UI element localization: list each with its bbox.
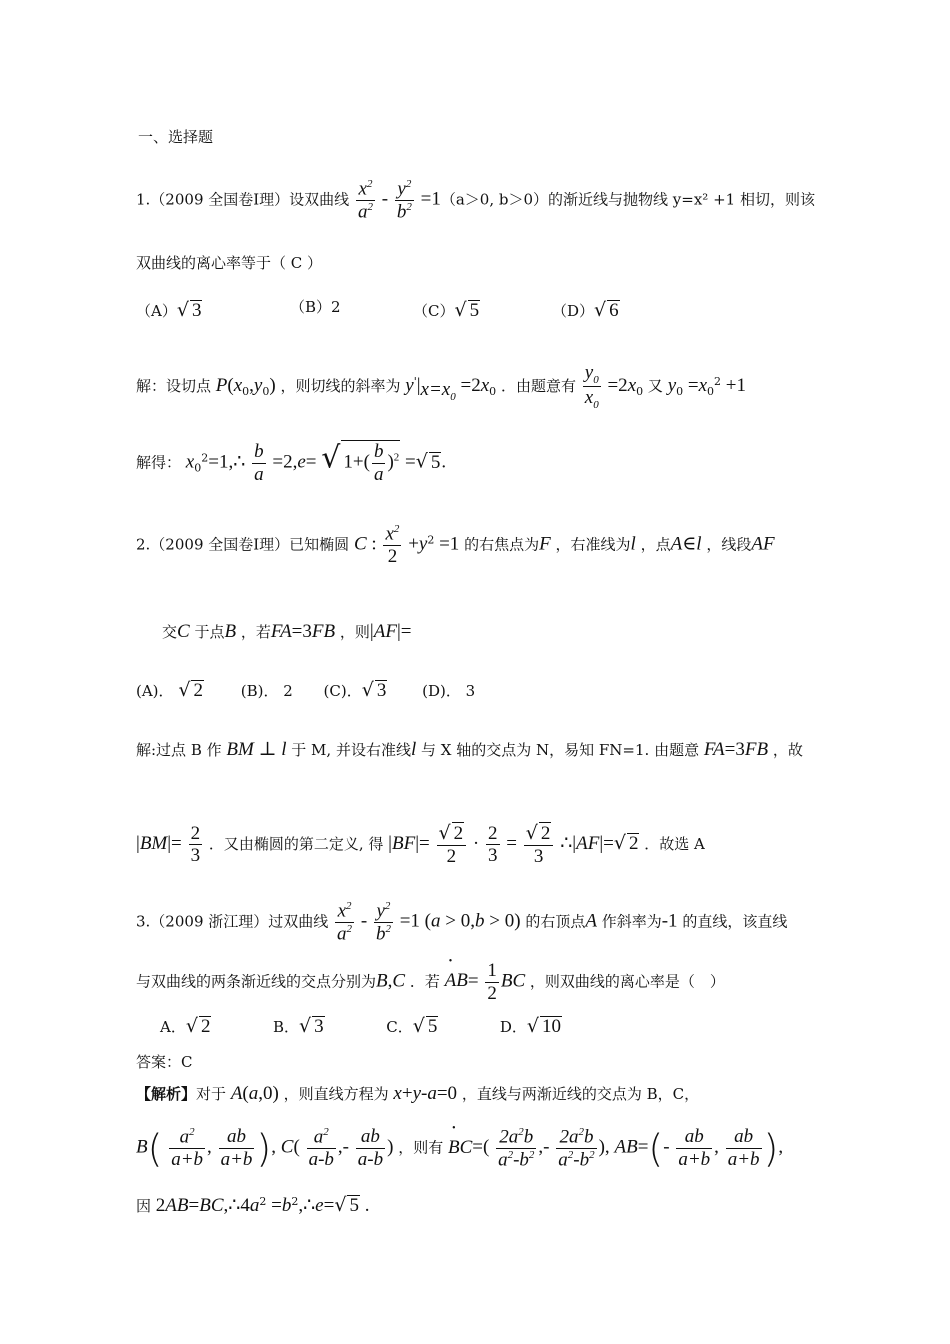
fraction: $\frac{y^2}{b^2}$ [375, 900, 391, 945]
q3-analysis-result: 因 $2AB=BC,\therefore 4a^2$ $=b^2,\therefore e=√$ 5 . [136, 1194, 370, 1216]
fraction: $\frac{b}{a}$ [254, 441, 264, 486]
q3-analysis-points: B( $\frac{a^2}{a+b}$ , $\frac{ab}{a+b}$ ), C( $\frac{a^2}{a-b}$ ,- $\frac{ab}{a-b}$ ) ，则有 • BC=( $\frac{2a^2b}{a^2-b^2}$ ,- $\frac{2a^2b}{a^2-b^2}$ ), AB=(- $\frac{ab}{a+b}$ , $\frac{ab}{a+b}$ ), [136, 1126, 783, 1171]
q1-solution: 解：设切点 $P(x_0,y_0)$ ，则切线的斜率为 $y'|_{x=x_0} =2x_0$ ．由题意有 $\frac{y_0}{x_0}$ $=2x_0$ 又 $y_0 =x_0^2 +1$ [136, 362, 747, 412]
q1-statement-cont: 双曲线的离心率等于（ C ） [136, 254, 323, 272]
q3-answer: 答案：C [136, 1053, 193, 1071]
fraction: $\frac{2}{3}$ [190, 822, 201, 867]
q3-statement-cont: 与双曲线的两条渐近线的交点分别为B,C ．若 • AB= $\frac{1}{2}$ BC ，则双曲线的离心率是（ ） [136, 960, 725, 1005]
q1-solution-result: 解得： $x_0^2=1,\therefore$ $\frac{b}{a}$ =2,e= √ 1+( $\frac{b}{a}$ )$^2$ =√ 5. [136, 440, 447, 486]
q1-option-d: （D）√ 6 [552, 299, 619, 321]
q1-statement: 1.（2009 全国卷Ⅰ理）设双曲线 $\frac{x^2}{a^2}$ - $\frac{y^2}{b^2}$ =1（a＞0, b＞0）的渐近线与抛物线 y=x² +1 相切，则该 [136, 178, 815, 223]
fraction: $\frac{x^2}{2}$ [385, 523, 400, 568]
q2-solution: 解:过点 B 作 BM ⊥ l 于 M, 并设右准线l 与 X 轴的交点为 N，易知 FN=1. 由题意 FA=3FB ，故 [136, 739, 803, 760]
q1-option-a: （A）√ 3 [136, 299, 202, 321]
fraction: $\frac{x^2}{a^2}$ [357, 178, 373, 223]
q2-options: (A)． √ 2 (B)． 2 (C)．√ 3 (D)． 3 [136, 679, 476, 701]
q3-analysis: 【解析】对于 A(a,0) ，则直线方程为 x+y-a=0 ，直线与两渐近线的交点为 B，C， [136, 1083, 700, 1104]
q2-solution-result: |BM|= $\frac{2}{3}$ ．又由椭圆的第二定义, 得 |BF|= $\frac{√ 2}{2}$ · $\frac{2}{3}$ = $\frac{√ 2}{3}$ ∴|AF|=√ 2 ．故选 A [136, 822, 705, 867]
fraction: $\frac{√ 2}{2}$ [437, 822, 467, 868]
q2-statement-cont: 交C 于点B ，若FA=3FB ，则|AF|= [162, 621, 412, 642]
fraction: $\frac{1}{2}$ [487, 960, 497, 1004]
fraction: $\frac{y_0}{x_0}$ [584, 362, 599, 412]
q1-option-c: （C）√ 5 [413, 299, 480, 321]
section-title: 一、选择题 [138, 128, 214, 146]
fraction: $\frac{√ 2}{3}$ [524, 822, 554, 868]
q1-option-b: （B）2 [290, 298, 341, 316]
fraction: $\frac{2}{3}$ [488, 822, 498, 867]
q2-statement: 2.（2009 全国卷Ⅰ理）已知椭圆 C : $\frac{x^2}{2}$ $+y^2 =1$ 的右焦点为F ，右准线为l ，点A∈l ，线段AF [136, 523, 775, 568]
fraction: $\frac{y^2}{b^2}$ [396, 178, 412, 223]
q3-options: A．√ 2 B．√ 3 C．√ 5 D．√ 10 [160, 1015, 562, 1037]
fraction: $\frac{x^2}{a^2}$ [337, 900, 353, 945]
q3-statement: 3.（2009 浙江理）过双曲线 $\frac{x^2}{a^2}$ - $\frac{y^2}{b^2}$ =1 (a > 0,b > 0) 的右顶点A 作斜率为-1 的直线，该直线 [136, 900, 788, 945]
